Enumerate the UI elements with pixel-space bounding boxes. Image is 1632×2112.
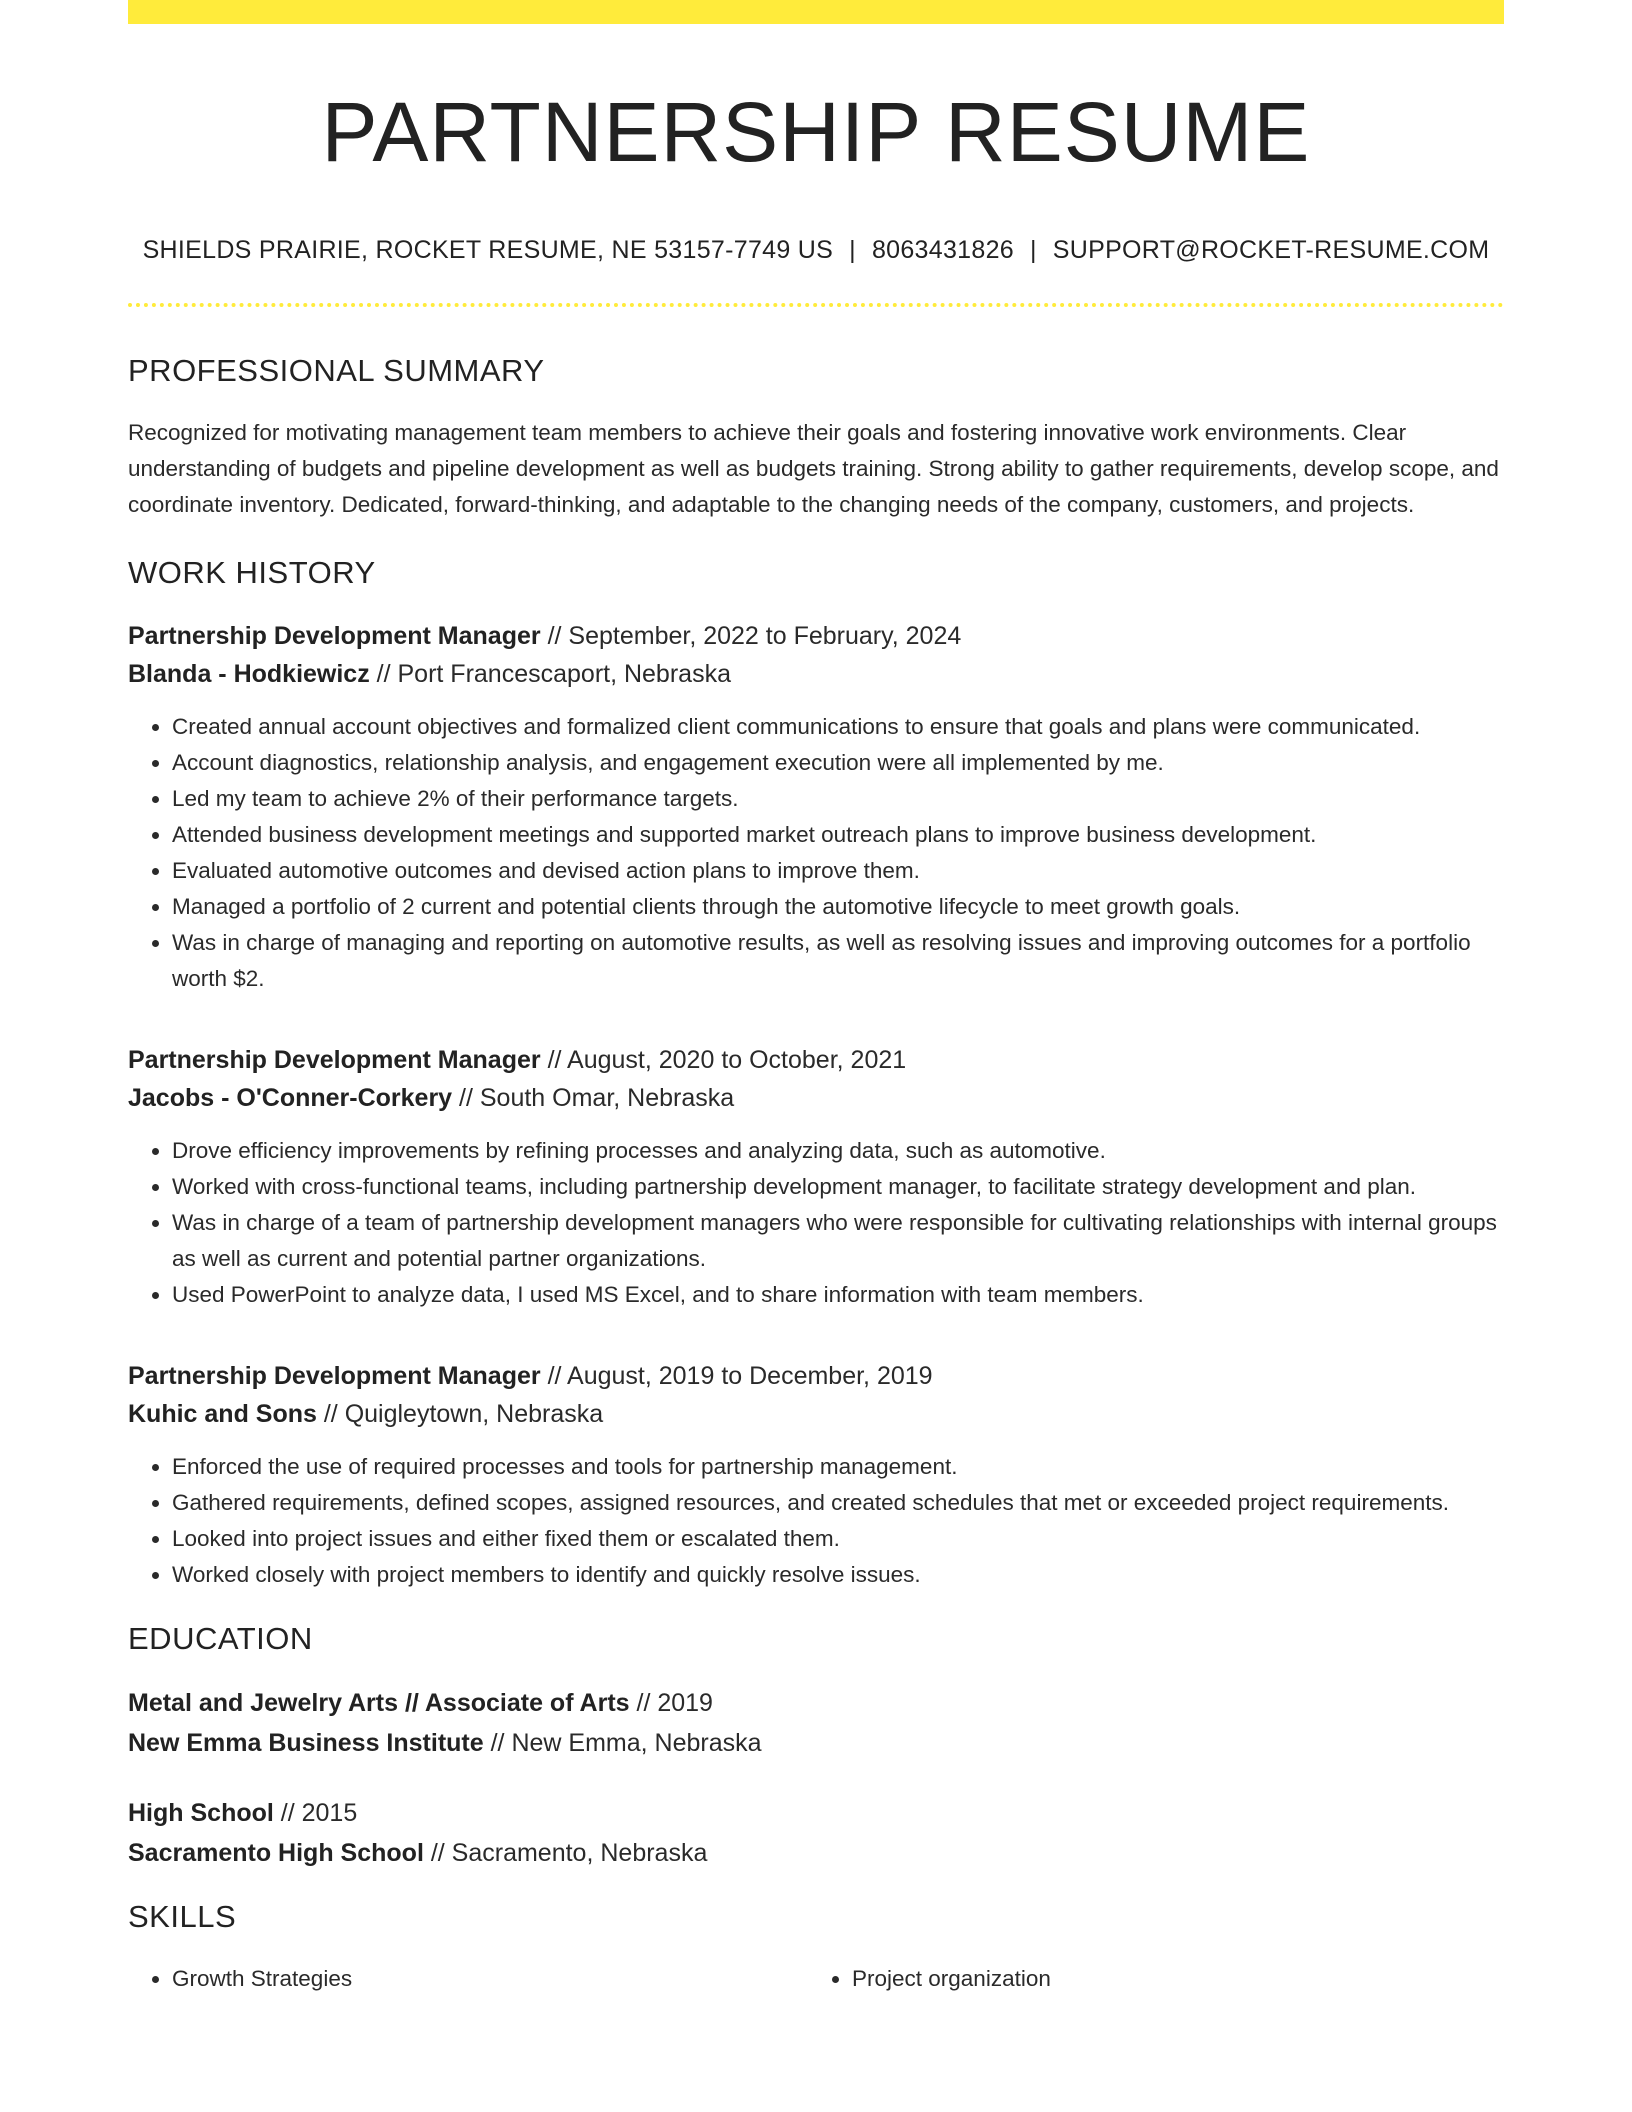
job-bullet: • Managed a portfolio of 2 current and potential clients through the automotive lifecycle to meet growth goals. xyxy=(172,889,1504,925)
skill-item: • Growth Strategies xyxy=(172,1961,808,1997)
education-school-line xyxy=(128,1833,1504,1873)
top-accent-bar xyxy=(128,0,1504,24)
job-company: Kuhic and Sons xyxy=(128,1400,317,1429)
job-dates: // August, 2020 to October, 2021 xyxy=(540,1046,907,1075)
dotted-divider xyxy=(128,303,1504,307)
education-school: New Emma Business Institute xyxy=(128,1729,484,1758)
job-location: // Quigleytown, Nebraska xyxy=(316,1400,604,1429)
job-bullet: • Used PowerPoint to analyze data, I used MS Excel, and to share information with team members. xyxy=(172,1277,1504,1313)
contact-separator: | xyxy=(1029,236,1037,265)
section-title-work-history: WORK HISTORY xyxy=(128,555,376,591)
job-bullet: • Enforced the use of required processes and tools for partnership management. xyxy=(172,1449,1504,1485)
education-entry xyxy=(128,1793,1504,1873)
job-bullet: • Led my team to achieve 2% of their performance targets. xyxy=(172,781,1504,817)
contact-line xyxy=(128,236,1504,265)
contact-separator: | xyxy=(849,236,856,265)
job-location: // Port Francescaport, Nebraska xyxy=(369,660,731,689)
job-dates: // August, 2019 to December, 2019 xyxy=(540,1362,933,1391)
job-bullets xyxy=(128,709,1504,997)
education-location: // New Emma, Nebraska xyxy=(483,1729,762,1758)
job-bullet: • Worked with cross-functional teams, including partnership development manager, to facilitate strategy development and plan. xyxy=(172,1169,1504,1205)
job-location: // South Omar, Nebraska xyxy=(452,1084,735,1113)
section-title-summary: PROFESSIONAL SUMMARY xyxy=(128,353,545,389)
job-company-line xyxy=(128,1395,1504,1433)
job-bullet: • Created annual account objectives and formalized client communications to ensure that goals and plans were communicated. xyxy=(172,709,1504,745)
job-bullets xyxy=(128,1133,1504,1313)
job-bullet: • Was in charge of a team of partnership development managers who were responsible for cultivating relationships with internal groups as well as current and potential partner organizations. xyxy=(172,1205,1504,1277)
job-bullet: • Account diagnostics, relationship analysis, and engagement execution were all implemented by me. xyxy=(172,745,1504,781)
job-company-line xyxy=(128,1079,1504,1117)
education-degree-line xyxy=(128,1683,1504,1723)
education-degree-line xyxy=(128,1793,1504,1833)
resume-page xyxy=(128,0,1504,1997)
job-entry xyxy=(128,617,1504,997)
job-bullet: • Looked into project issues and either fixed them or escalated them. xyxy=(172,1521,1504,1557)
section-title-skills: SKILLS xyxy=(128,1899,237,1935)
job-entry xyxy=(128,1041,1504,1313)
skills-list-right xyxy=(808,1961,1488,1997)
job-company: Blanda - Hodkiewicz xyxy=(128,660,370,689)
job-bullet: • Evaluated automotive outcomes and devised action plans to improve them. xyxy=(172,853,1504,889)
education-location: // Sacramento, Nebraska xyxy=(423,1839,708,1868)
job-company: Jacobs - O'Conner-Corkery xyxy=(128,1084,453,1113)
education-year: // 2015 xyxy=(273,1799,358,1828)
resume-name: PARTNERSHIP RESUME xyxy=(321,85,1311,179)
address: SHIELDS PRAIRIE, ROCKET RESUME, NE 53157-7749 US xyxy=(142,236,834,265)
job-role-line xyxy=(128,1357,1504,1395)
skills-list-left xyxy=(128,1961,808,1997)
job-dates: // September, 2022 to February, 2024 xyxy=(540,622,962,651)
job-bullets xyxy=(128,1449,1504,1593)
education-degree: Metal and Jewelry Arts // Associate of Arts xyxy=(128,1689,630,1718)
summary-text: Recognized for motivating management team members to achieve their goals and fostering innovative work environments. Clear understanding of budgets and pipeline development as well as budgets training. Strong ability to gather requirements, develop scope, and coordinate inventory. Dedicated, forward-thinking, and adaptable to the changing needs of the company, customers, and projects. xyxy=(128,420,1499,518)
education-year: // 2019 xyxy=(629,1689,713,1718)
job-role: Partnership Development Manager xyxy=(128,622,541,651)
job-role-line xyxy=(128,617,1504,655)
job-bullet: • Gathered requirements, defined scopes, assigned resources, and created schedules that met or exceeded project requirements. xyxy=(172,1485,1504,1521)
job-bullet: • Drove efficiency improvements by refining processes and analyzing data, such as automotive. xyxy=(172,1133,1504,1169)
job-role: Partnership Development Manager xyxy=(128,1046,541,1075)
email-link[interactable]: SUPPORT@ROCKET-RESUME.COM xyxy=(1052,236,1490,265)
job-entry xyxy=(128,1357,1504,1593)
job-role: Partnership Development Manager xyxy=(128,1362,541,1391)
job-bullet: • Worked closely with project members to identify and quickly resolve issues. xyxy=(172,1557,1504,1593)
skills-grid xyxy=(128,1961,1504,1997)
skill-item: • Project organization xyxy=(852,1961,1488,1997)
phone: 8063431826 xyxy=(871,236,1014,265)
job-role-line xyxy=(128,1041,1504,1079)
education-school: Sacramento High School xyxy=(128,1839,424,1868)
job-bullet: • Attended business development meetings and supported market outreach plans to improve business development. xyxy=(172,817,1504,853)
education-school-line xyxy=(128,1723,1504,1763)
education-entry xyxy=(128,1683,1504,1763)
job-bullet: • Was in charge of managing and reporting on automotive results, as well as resolving issues and improving outcomes for a portfolio worth $2. xyxy=(172,925,1504,997)
job-company-line xyxy=(128,655,1504,693)
education-degree: High School xyxy=(128,1799,274,1828)
section-title-education: EDUCATION xyxy=(128,1621,313,1657)
